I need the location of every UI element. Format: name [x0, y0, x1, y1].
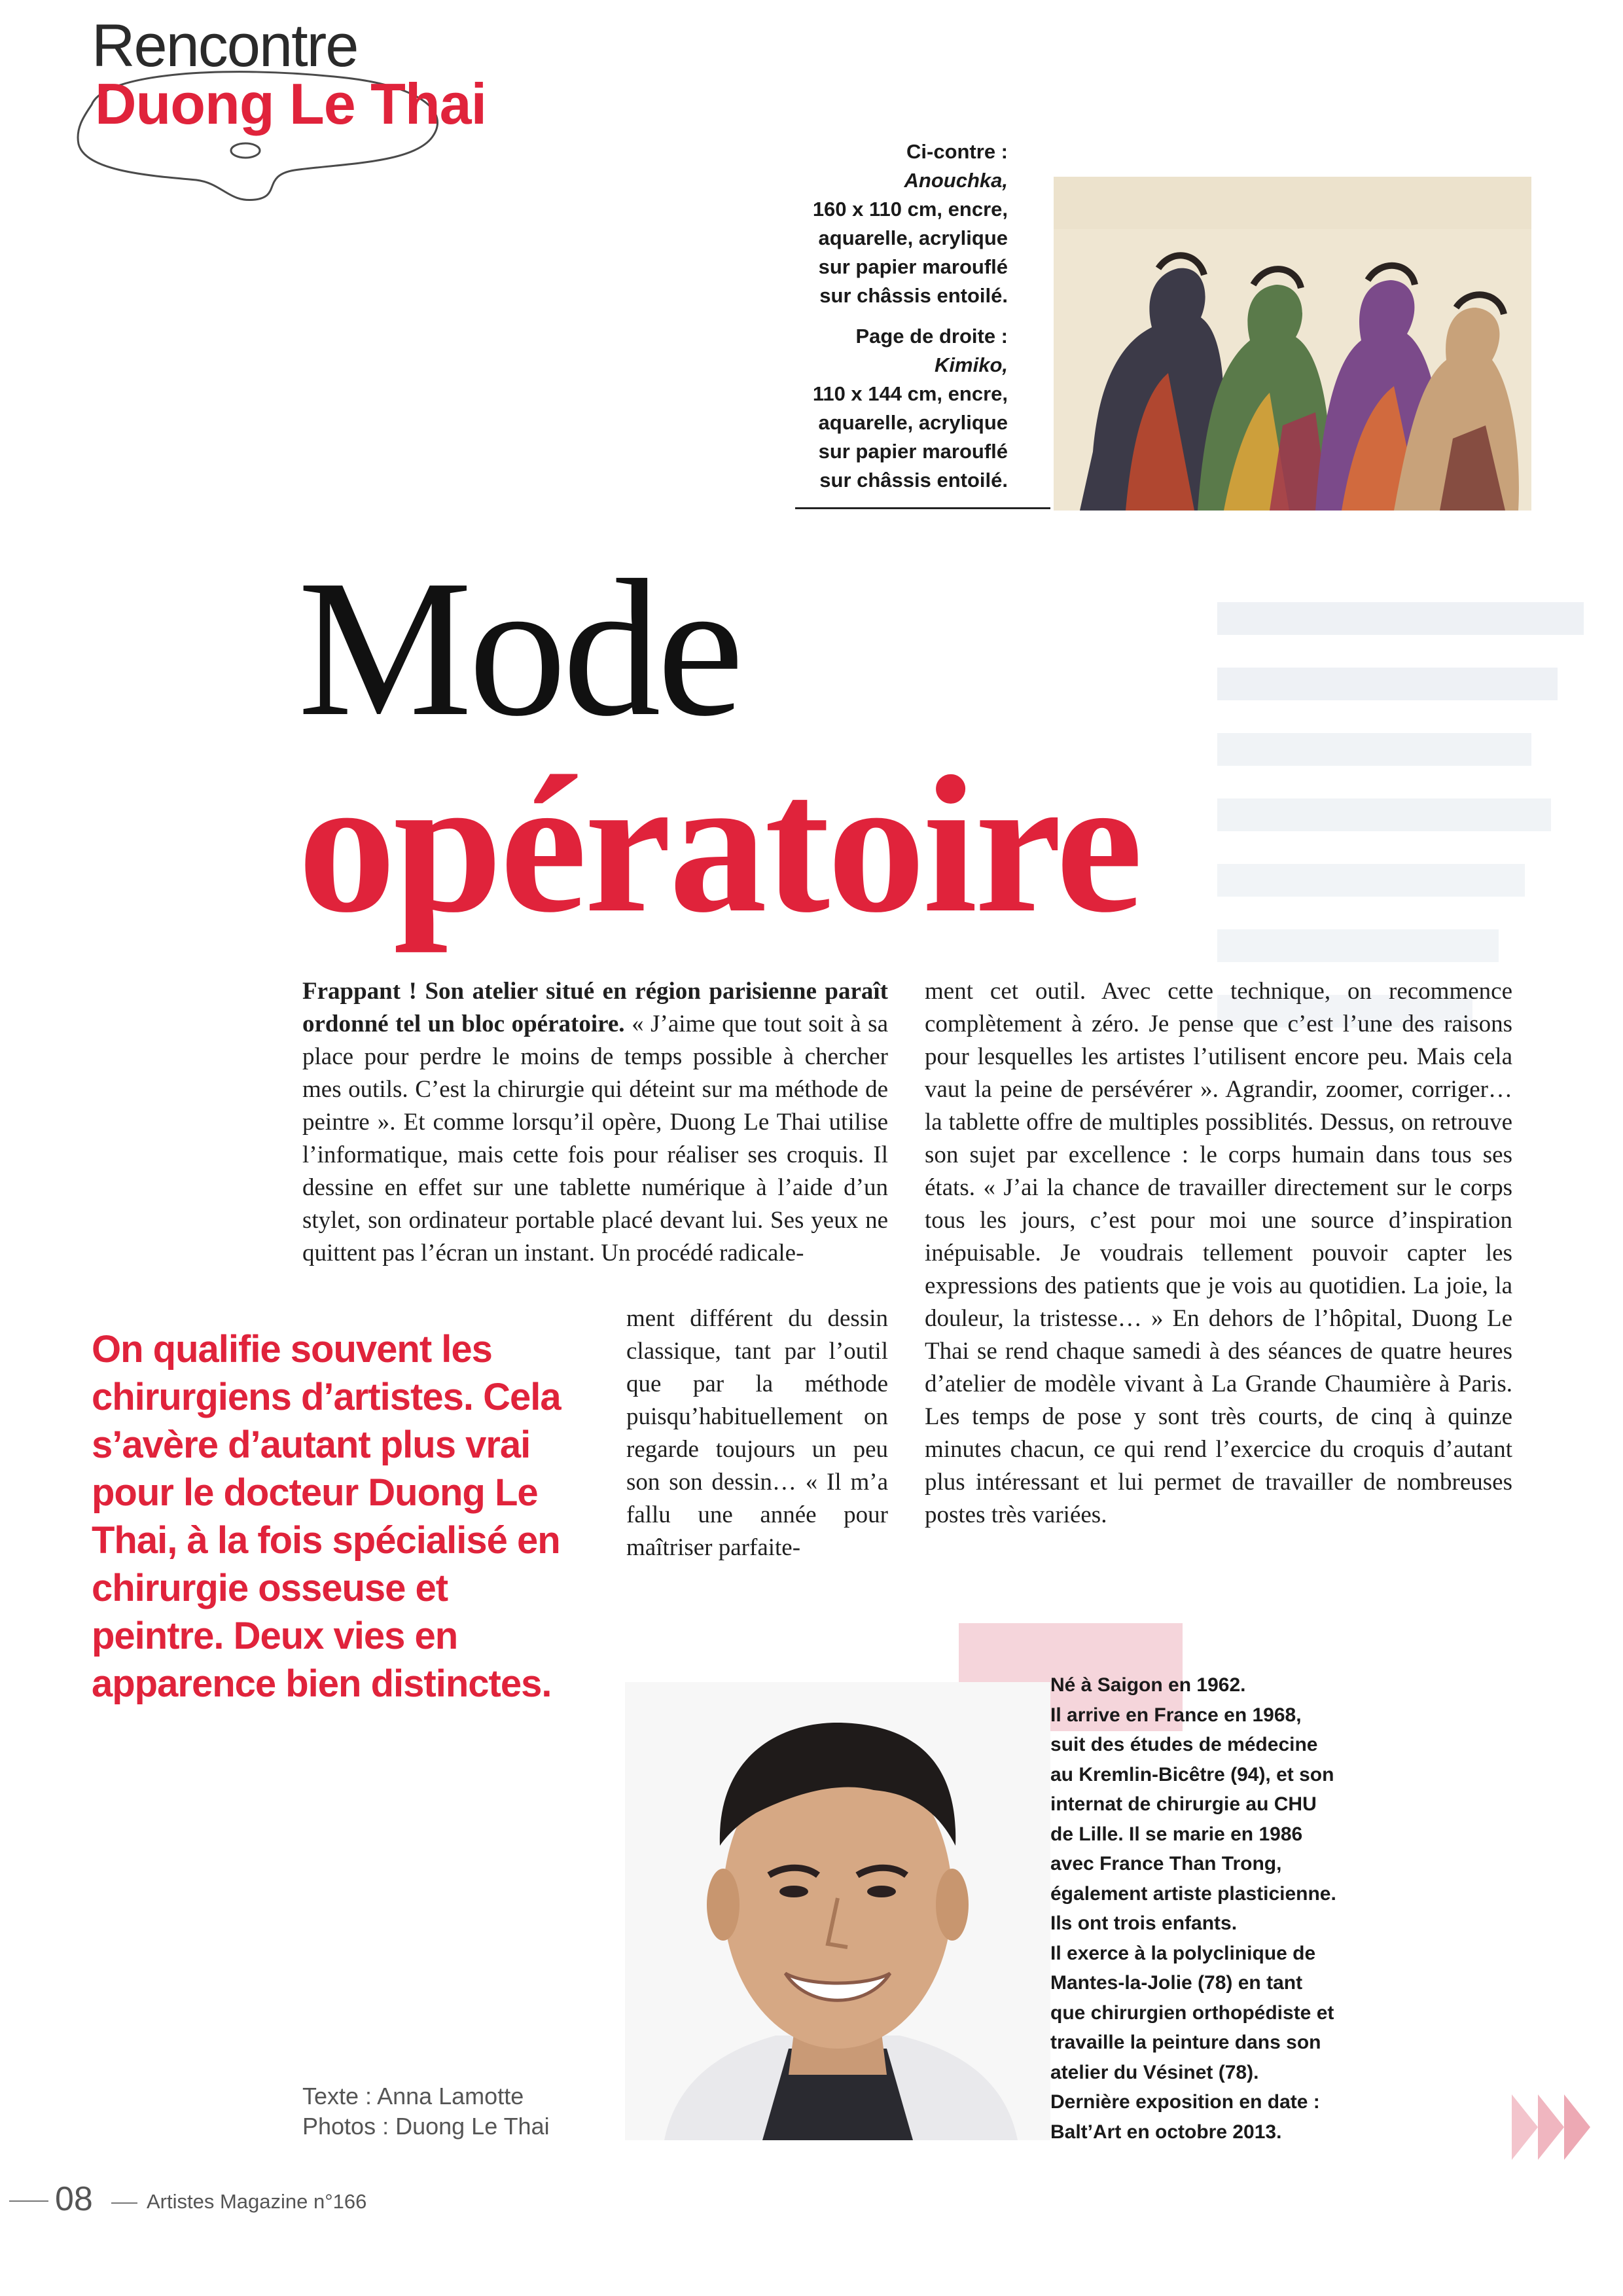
- caption-line: sur châssis entoilé.: [819, 284, 1008, 307]
- caption-title: Anouchka,: [904, 169, 1008, 192]
- article-column-1-continued: ment différent du dessin classique, tant par l’outil que par la méthode puisqu’habituellement on regarde toujours un peu son son dessin… « Il m’a fallu une année pour maîtriser parfaite-: [626, 1305, 888, 1561]
- artist-name: Duong Le Thai: [95, 71, 487, 136]
- bio-line: Il arrive en France en 1968,: [1050, 1704, 1302, 1726]
- credit-text: Texte : Anna Lamotte: [302, 2083, 524, 2109]
- bio-line: atelier du Vésinet (78).: [1050, 2061, 1259, 2083]
- page-folio: [0, 2179, 93, 2219]
- caption-right: [766, 322, 1008, 495]
- pull-quote: On qualifie souvent les chirurgiens d’artistes. Cela s’avère d’autant plus vrai pour le docteur Duong Le Thai, à la fois spécialisé en chirurgie osseuse et peintre. Deux vies en apparence bien distinctes.: [92, 1328, 561, 1705]
- bio-line: également artiste plasticienne.: [1050, 1882, 1336, 1905]
- bio-line: Il exerce à la polyclinique de: [1050, 1942, 1316, 1964]
- bio-line: de Lille. Il se marie en 1986: [1050, 1823, 1303, 1845]
- bio-line: avec France Than Trong,: [1050, 1853, 1282, 1874]
- caption-line: sur châssis entoilé.: [819, 469, 1008, 492]
- issue-number: 166: [332, 2190, 367, 2213]
- bio-line: Balt’Art en octobre 2013.: [1050, 2121, 1282, 2143]
- caption-line: aquarelle, acrylique: [818, 226, 1008, 249]
- bio-line: Mantes-la-Jolie (78) en tant: [1050, 1972, 1303, 1994]
- magazine-footer: [111, 2190, 366, 2214]
- bio-line: Ils ont trois enfants.: [1050, 1912, 1238, 1934]
- folio-dash: [9, 2200, 48, 2202]
- next-page-chevrons-icon: [1505, 2091, 1603, 2163]
- caption-line: 110 x 144 cm, encre,: [812, 382, 1008, 405]
- article-column-1: [302, 975, 888, 1270]
- article-lead: Frappant ! Son atelier situé en région parisienne paraît ordonné tel un bloc opératoire.: [302, 978, 888, 1037]
- biography: [1050, 1670, 1417, 2147]
- bio-line: Dernière exposition en date :: [1050, 2091, 1320, 2113]
- caption-line: sur papier marouflé: [818, 255, 1008, 278]
- caption-title: Kimiko,: [935, 353, 1008, 376]
- article-title-line2: opératoire: [298, 736, 1141, 953]
- caption-line: aquarelle, acrylique: [818, 411, 1008, 434]
- article-text: « J’aime que tout soit à sa place pour perdre le moins de temps possible à chercher mes outils. C’est la chirurgie qui déteint sur ma méthode de peintre ». Et comme lorsqu’il opère, Duong Le Thai utilise l’informatique, mais cette fois pour réaliser ses croquis. Il dessine en effet sur une tablette numérique à l’aide d’un stylet, son ordinateur portable placé devant lui. Ses yeux ne quittent pas l’écran un instant. Un procédé radicale-: [302, 1011, 889, 1266]
- caption-label: Ci-contre :: [906, 140, 1008, 163]
- caption-line: sur papier marouflé: [818, 440, 1008, 463]
- article-column-2: ment cet outil. Avec cette technique, on recommence complètement à zéro. Je pense que c’est l’une des raisons pour lesquelles les artistes l’utilisent encore peu. Mais cela vaut la peine de persévérer ». Agrandir, zoomer, corriger… la tablette offre de multiples possiblités. Dessus, on retrouve son sujet par excellence : le corps humain dans tous ses états. « J’ai la chance de travailler directement sur le corps tous les jours, c’est pour moi une source d’inspiration inépuisable. Je voudrais tellement pouvoir capter les expressions des patients que je vois au quotidien. La joie, la douleur, la tristesse… » En dehors de l’hôpital, Duong Le Thai se rend chaque samedi à des séances de quatre heures d’atelier de modèle vivant à La Grande Chaumière à Paris. Les temps de pose y sont très courts, de cinq à quinze minutes chacun, ce qui rend l’exercice du croquis d’autant plus intéressant et lui permet de travailler de nombreuses postes très variées.: [925, 978, 1512, 1528]
- bio-line: internat de chirurgie au CHU: [1050, 1793, 1317, 1815]
- caption-label: Page de droite :: [855, 325, 1008, 348]
- credits: [302, 2081, 550, 2142]
- article-title-line1: Mode: [298, 539, 740, 757]
- section-rubric: Rencontre: [92, 12, 358, 79]
- bio-line: que chirurgien orthopédiste et: [1050, 2001, 1334, 2024]
- painting-anouchka: [1054, 177, 1531, 511]
- caption-rule: [795, 507, 1050, 509]
- portrait-photo: [625, 1682, 1050, 2140]
- bio-line: Né à Saigon en 1962.: [1050, 1674, 1246, 1696]
- footer-dash: [111, 2202, 137, 2204]
- caption-left: [766, 137, 1008, 310]
- page-number: 08: [55, 2180, 93, 2218]
- bio-line: suit des études de médecine: [1050, 1734, 1318, 1755]
- credit-photos: Photos : Duong Le Thai: [302, 2113, 550, 2140]
- magazine-name: Artistes Magazine n°: [147, 2190, 333, 2213]
- caption-line: 160 x 110 cm, encre,: [812, 198, 1008, 221]
- bio-line: travaille la peinture dans son: [1050, 2032, 1321, 2053]
- bio-line: au Kremlin-Bicêtre (94), et son: [1050, 1763, 1334, 1785]
